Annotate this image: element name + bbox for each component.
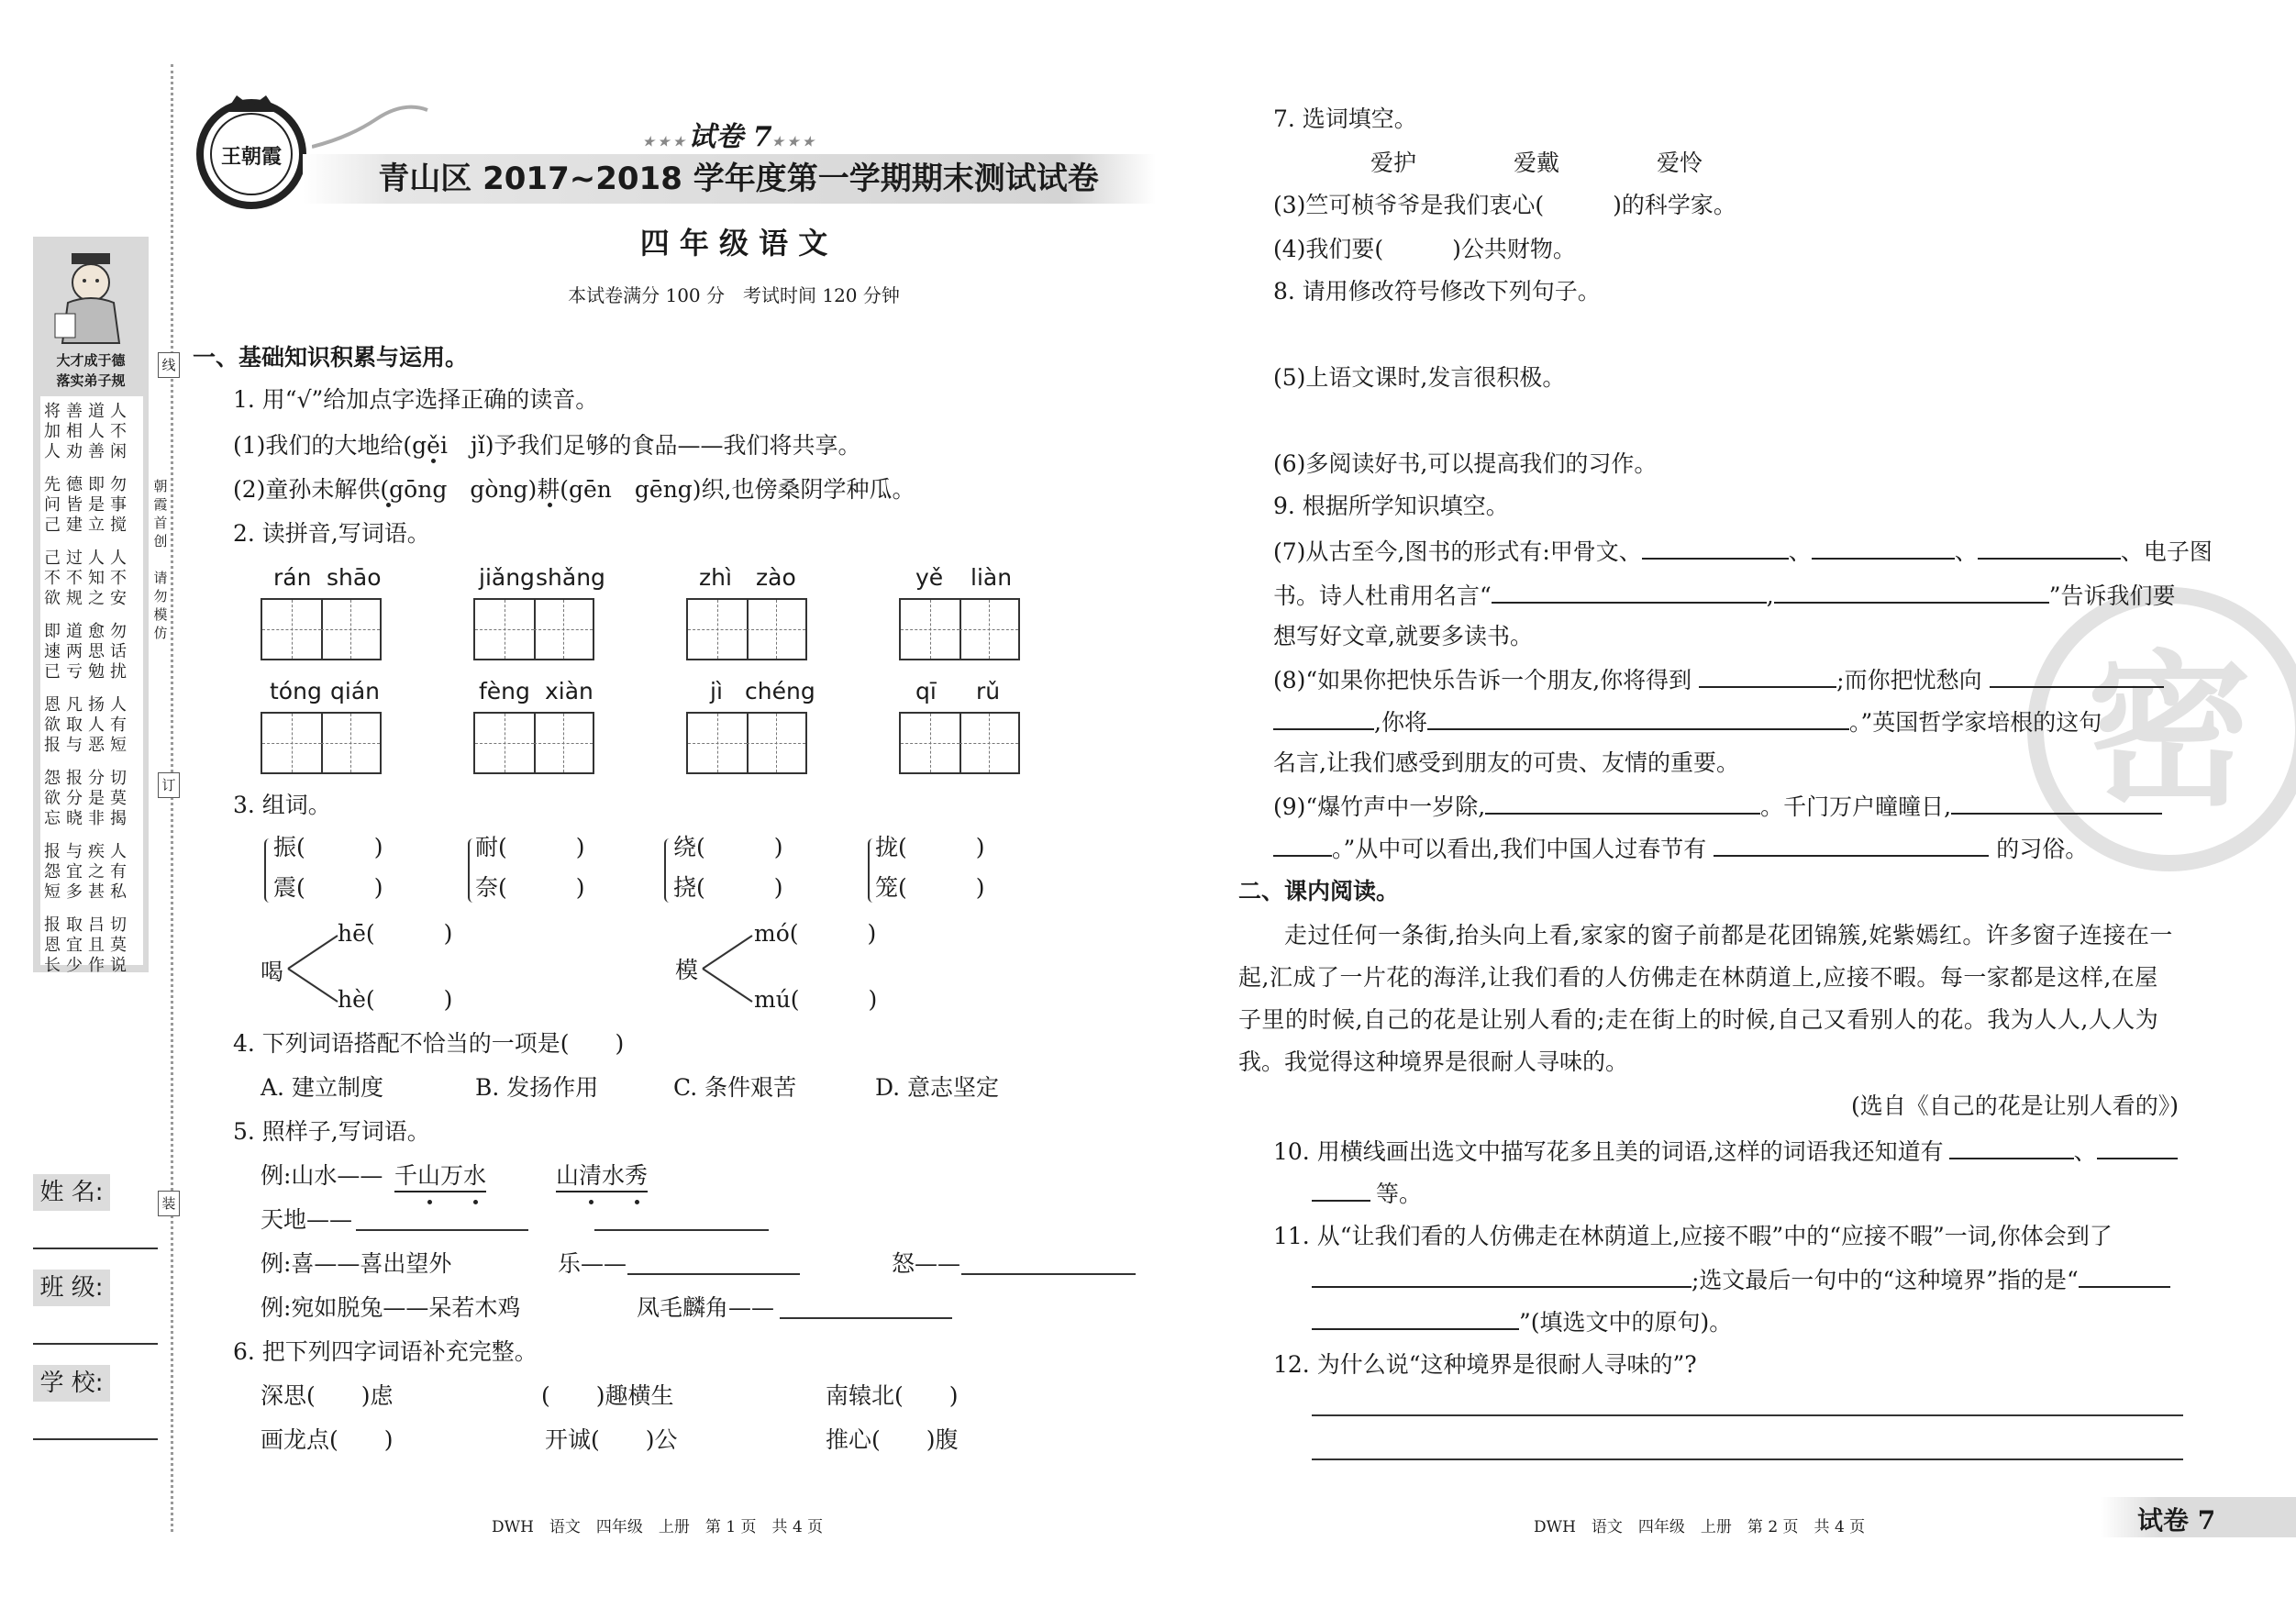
q5-prompt: 5. 照样子,写词语。 — [233, 1118, 430, 1145]
dotted-binding-line — [171, 64, 173, 1532]
q6-item: 深思( )虑 — [261, 1382, 394, 1409]
binding-note-1: 朝霞首创 — [153, 478, 168, 549]
q6-item: ( )趣横生 — [541, 1382, 674, 1409]
poly1-b: hè( ) — [338, 986, 453, 1013]
q9-line-1 — [1273, 536, 2213, 567]
verse-group: 先德即勿 问皆是事 己建立搅 — [44, 475, 132, 535]
pinyin-syllable: qián — [330, 678, 380, 704]
q10-text: 10. 用横线画出选文中描写花多且美的词语,这样的词语我还知道有 — [1273, 1138, 1944, 1165]
q3-pair1-a: 振( ) — [273, 834, 383, 860]
q5-item2: 乐—— — [558, 1250, 627, 1277]
q9-text: (8)“如果你把快乐告诉一个朋友,你将得到 — [1273, 667, 1692, 693]
verse-group: 报与疾人 怨宜之有 短多甚私 — [44, 842, 132, 902]
answer-blank[interactable] — [1492, 580, 1767, 604]
writing-box[interactable] — [899, 712, 1020, 774]
answer-blank[interactable] — [1812, 536, 1955, 560]
q9-text: 。”从中可以看出,我们中国人过春节有 — [1332, 836, 1707, 862]
q9-text: 的习俗。 — [1996, 836, 2089, 862]
q10-text: 、 — [2073, 1138, 2097, 1165]
emphasis-dot — [635, 1200, 639, 1204]
q5-item1: 天地—— — [261, 1206, 353, 1233]
brace — [264, 838, 273, 903]
q6-item: 开诚( )公 — [545, 1426, 678, 1453]
q3-pair3-a: 绕( ) — [673, 834, 783, 860]
writing-box[interactable] — [686, 712, 807, 774]
emphasis-dot — [548, 503, 552, 507]
passage-line: 子里的时候,自己的花是让别人看的;走在街上的时候,自己又看别人的花。我为人人,人人为 — [1238, 1006, 2159, 1033]
q5-blank[interactable] — [627, 1273, 800, 1275]
q5-example1-b: 山清水秀 — [556, 1161, 648, 1192]
answer-blank[interactable] — [1427, 706, 1849, 730]
scholar-figure — [51, 248, 130, 349]
verse-group: 报取吕切 恩宜且莫 长少作说 — [44, 915, 132, 975]
pinyin-syllable: zào — [756, 564, 796, 591]
q3-pair4-b: 笼( ) — [875, 874, 985, 901]
q9-line-8 — [1273, 833, 2088, 864]
passage-line: 起,汇成了一片花的海洋,让我们看的人仿佛走在林荫道上,应接不暇。每一家都是这样,在屋 — [1238, 964, 2158, 991]
pinyin-syllable: shǎng — [536, 564, 605, 591]
class-label: 班 级: — [33, 1270, 110, 1306]
q8-prompt: 8. 请用修改符号修改下列句子。 — [1273, 278, 1601, 305]
pinyin-syllable: fèng — [479, 678, 530, 704]
name-label: 姓 名: — [33, 1174, 110, 1211]
q5-item4: 凤毛麟角—— — [637, 1294, 775, 1321]
school-field[interactable] — [33, 1438, 158, 1440]
q11-text: ”(填选文中的原句)。 — [1519, 1309, 1733, 1336]
stamp-text: 密 — [2086, 635, 2252, 828]
q5-example3: 例:宛如脱兔——呆若木鸡 — [261, 1294, 521, 1321]
q9-text: , — [1766, 582, 1774, 609]
q7-word: 爱戴 — [1514, 150, 1560, 176]
passage-source: (选自《自己的花是让别人看的》) — [1851, 1092, 2180, 1119]
pinyin-syllable: chéng — [745, 678, 815, 704]
pinyin-syllable: liàn — [971, 564, 1013, 591]
q3-pair3-b: 挠( ) — [673, 874, 783, 901]
series-text: 试卷 7 — [688, 121, 772, 153]
q3-prompt: 3. 组词。 — [233, 792, 331, 818]
q3-pair2-b: 奈( ) — [475, 874, 585, 901]
q9-text: 、 — [1788, 538, 1812, 565]
brace — [664, 838, 673, 903]
q9-text: (9)“爆竹声中一岁除, — [1273, 793, 1486, 820]
emphasis-dot — [431, 459, 436, 463]
q9-text: ;而你把忧愁向 — [1836, 667, 1982, 693]
exam-note: 本试卷满分 100 分 考试时间 120 分钟 — [568, 284, 900, 306]
verse-group: 己过人人 不不知不 欲规之安 — [44, 549, 132, 608]
poly2-a: mó( ) — [754, 920, 877, 947]
footer-tag-text: 试卷 7 — [2137, 1505, 2216, 1536]
writing-box[interactable] — [686, 598, 807, 660]
pinyin-syllable: rǔ — [976, 678, 1001, 704]
answer-blank[interactable] — [1312, 1264, 1691, 1288]
answer-blank[interactable] — [1949, 1136, 2074, 1159]
pinyin-syllable: jiǎng — [479, 564, 535, 591]
motto-verses — [40, 396, 143, 975]
logo-text: 王朝霞 — [220, 145, 282, 169]
q9-text: 、 — [1954, 538, 1978, 565]
q4-option-d[interactable]: D. 意志坚定 — [875, 1074, 1000, 1101]
emphasis-dot — [427, 1200, 432, 1204]
q7-item4: (4)我们要( )公共财物。 — [1273, 236, 1576, 262]
q9-text: 、电子图 — [2120, 538, 2213, 565]
q9-line-7 — [1273, 791, 2162, 822]
q5-blank[interactable] — [961, 1273, 1136, 1275]
poly-char-1: 喝 — [261, 959, 284, 985]
branch-lines — [286, 926, 341, 1009]
writing-box[interactable] — [261, 598, 382, 660]
q7-word: 爱护 — [1370, 150, 1417, 176]
answer-blank[interactable] — [1273, 706, 1374, 730]
q6-prompt: 6. 把下列四字词语补充完整。 — [233, 1338, 538, 1365]
q1-item2: (2)童孙未解供(gōng gòng)耕(gēn gēng)织,也傍桑阴学种瓜。 — [233, 476, 915, 503]
motto-bottom: 落实弟子规 — [56, 372, 126, 389]
branch-lines — [701, 926, 756, 1009]
q11-line-2 — [1312, 1264, 2170, 1295]
pinyin-syllable: xiàn — [545, 678, 593, 704]
answer-blank[interactable] — [1714, 833, 1989, 857]
q8-item6: (6)多阅读好书,可以提高我们的习作。 — [1273, 450, 1658, 477]
q9-line-4 — [1273, 664, 2164, 695]
q9-line-3: 想写好文章,就要多读书。 — [1273, 623, 1533, 649]
binding-note-2: 请勿模仿 — [153, 570, 168, 641]
answer-blank[interactable] — [1485, 791, 1760, 815]
passage-line: 走过任何一条街,抬头向上看,家家的窗子前都是花团锦簇,姹紫嫣红。许多窗子连接在一 — [1284, 922, 2173, 948]
emphasis-dot — [386, 503, 391, 507]
verse-group: 恩凡扬人 欲取人有 报与恶短 — [44, 695, 132, 755]
section2-heading: 二、课内阅读。 — [1238, 878, 1400, 904]
class-field[interactable] — [33, 1343, 158, 1345]
q12-answer-line[interactable] — [1312, 1414, 2183, 1416]
binding-mark-top: 线 — [158, 352, 180, 378]
answer-blank[interactable] — [1699, 664, 1836, 688]
q5-example1-label: 例:山水—— — [261, 1162, 383, 1189]
emphasis-dot — [473, 1200, 478, 1204]
q9-text: ,你将 — [1374, 709, 1427, 736]
q3-pair1-b: 震( ) — [273, 874, 383, 901]
verse-group: 将善道人 加相人不 人劝善闲 — [44, 402, 132, 461]
pinyin-syllable: zhì — [699, 564, 732, 591]
q4-option-a[interactable]: A. 建立制度 — [261, 1074, 383, 1101]
q3-pair2-a: 耐( ) — [475, 834, 585, 860]
banner-ribbon — [312, 101, 431, 152]
series-label: ★★★试卷 7★★★ — [642, 121, 818, 153]
footer-left: DWH 语文 四年级 上册 第 1 页 共 4 页 — [492, 1518, 824, 1536]
q8-item5: (5)上语文课时,发言很积极。 — [1273, 364, 1566, 391]
q9-text: (7)从古至今,图书的形式有:甲骨文、 — [1273, 538, 1642, 565]
exam-subtitle: 四 年 级 语 文 — [639, 226, 828, 261]
pinyin-syllable: tóng — [270, 678, 322, 704]
passage-line: 我。我觉得这种境界是很耐人寻味的。 — [1238, 1048, 1629, 1075]
q12-answer-line[interactable] — [1312, 1458, 2183, 1460]
footer-right: DWH 语文 四年级 上册 第 2 页 共 4 页 — [1534, 1518, 1866, 1536]
q11-text: ;选文最后一句中的“这种境界”指的是“ — [1691, 1267, 2079, 1293]
writing-box[interactable] — [473, 598, 594, 660]
section1-heading: 一、基础知识积累与运用。 — [193, 344, 469, 371]
q10-line-2 — [1312, 1178, 1422, 1209]
q5-example2: 例:喜——喜出望外 — [261, 1250, 452, 1277]
q11-line-1: 11. 从“让我们看的人仿佛走在林荫道上,应接不暇”中的“应接不暇”一词,你体会到了 — [1273, 1223, 2113, 1249]
q9-line-6: 名言,让我们感受到朋友的可贵、友情的重要。 — [1273, 749, 1739, 776]
answer-blank[interactable] — [1312, 1178, 1370, 1202]
q1-prompt: 1. 用“√”给加点字选择正确的读音。 — [233, 386, 599, 413]
answer-blank[interactable] — [1273, 833, 1332, 857]
q9-text: 。千门万户曈曈日, — [1760, 793, 1952, 820]
q5-item3: 怒—— — [892, 1250, 961, 1277]
q6-item: 推心( )腹 — [826, 1426, 959, 1453]
q1-item1: (1)我们的大地给(gěi jǐ)予我们足够的食品——我们将共享。 — [233, 432, 861, 459]
writing-box[interactable] — [261, 712, 382, 774]
q4-option-b[interactable]: B. 发扬作用 — [475, 1074, 599, 1101]
q7-word: 爱怜 — [1657, 150, 1703, 176]
answer-blank[interactable] — [1774, 580, 2049, 604]
school-label: 学 校: — [33, 1365, 110, 1402]
answer-blank[interactable] — [2079, 1264, 2170, 1288]
poly1-a: hē( ) — [338, 920, 453, 947]
q5-example1-a: 千山万水 — [394, 1161, 486, 1192]
q9-text: ”告诉我们要 — [2048, 582, 2176, 609]
exam-title: 青山区 2017~2018 学年度第一学期期末测试试卷 — [378, 161, 1099, 197]
answer-blank[interactable] — [1951, 791, 2162, 815]
name-field[interactable] — [33, 1248, 158, 1249]
pinyin-syllable: rán — [273, 564, 312, 591]
writing-box[interactable] — [899, 598, 1020, 660]
motto-panel — [33, 237, 149, 975]
q4-option-c[interactable]: C. 条件艰苦 — [673, 1074, 797, 1101]
q9-line-5 — [1273, 706, 2102, 738]
q5-blank[interactable] — [780, 1317, 952, 1319]
answer-blank[interactable] — [1990, 664, 2164, 688]
q3-pair4-a: 拢( ) — [875, 834, 985, 860]
q9-prompt: 9. 根据所学知识填空。 — [1273, 493, 1509, 519]
verse-group: 即道愈勿 速两思话 已亏勉扰 — [44, 622, 132, 682]
answer-blank[interactable] — [1978, 536, 2121, 560]
publisher-logo — [191, 90, 312, 211]
q4-prompt: 4. 下列词语搭配不恰当的一项是( ) — [233, 1030, 625, 1057]
poly2-b: mú( ) — [754, 986, 878, 1013]
q5-blank[interactable] — [356, 1229, 528, 1231]
poly-char-2: 模 — [675, 957, 699, 983]
verse-group: 怨报分切 欲分是莫 忘晓非揭 — [44, 769, 132, 828]
q10-text: 等。 — [1376, 1181, 1423, 1207]
q5-blank[interactable] — [594, 1229, 769, 1231]
pinyin-syllable: yě — [915, 564, 944, 591]
q9-line-2 — [1273, 580, 2176, 611]
footer-tag — [2101, 1497, 2296, 1537]
pinyin-syllable: shāo — [327, 564, 382, 591]
q10-line-1 — [1273, 1136, 2178, 1167]
q6-item: 南辕北( ) — [826, 1382, 959, 1409]
q2-prompt: 2. 读拼音,写词语。 — [233, 520, 430, 547]
q6-item: 画龙点( ) — [261, 1426, 394, 1453]
q7-prompt: 7. 选词填空。 — [1273, 105, 1417, 132]
q9-text: 书。诗人杜甫用名言“ — [1273, 582, 1492, 609]
q7-item3: (3)竺可桢爷爷是我们衷心( )的科学家。 — [1273, 192, 1736, 218]
answer-blank[interactable] — [1642, 536, 1789, 560]
pinyin-syllable: jì — [710, 678, 723, 704]
q12-prompt: 12. 为什么说“这种境界是很耐人寻味的”? — [1273, 1351, 1697, 1378]
q9-text: 。”英国哲学家培根的这句 — [1848, 709, 2102, 736]
q11-line-3 — [1312, 1306, 1732, 1337]
binding-mark-middle: 订 — [158, 772, 180, 798]
answer-blank[interactable] — [1312, 1306, 1519, 1330]
pinyin-syllable: qī — [915, 678, 937, 704]
writing-box[interactable] — [473, 712, 594, 774]
motto-top: 大才成于德 — [56, 352, 126, 369]
emphasis-dot — [589, 1200, 593, 1204]
binding-mark-bottom: 装 — [158, 1191, 180, 1216]
answer-blank[interactable] — [2097, 1136, 2178, 1159]
